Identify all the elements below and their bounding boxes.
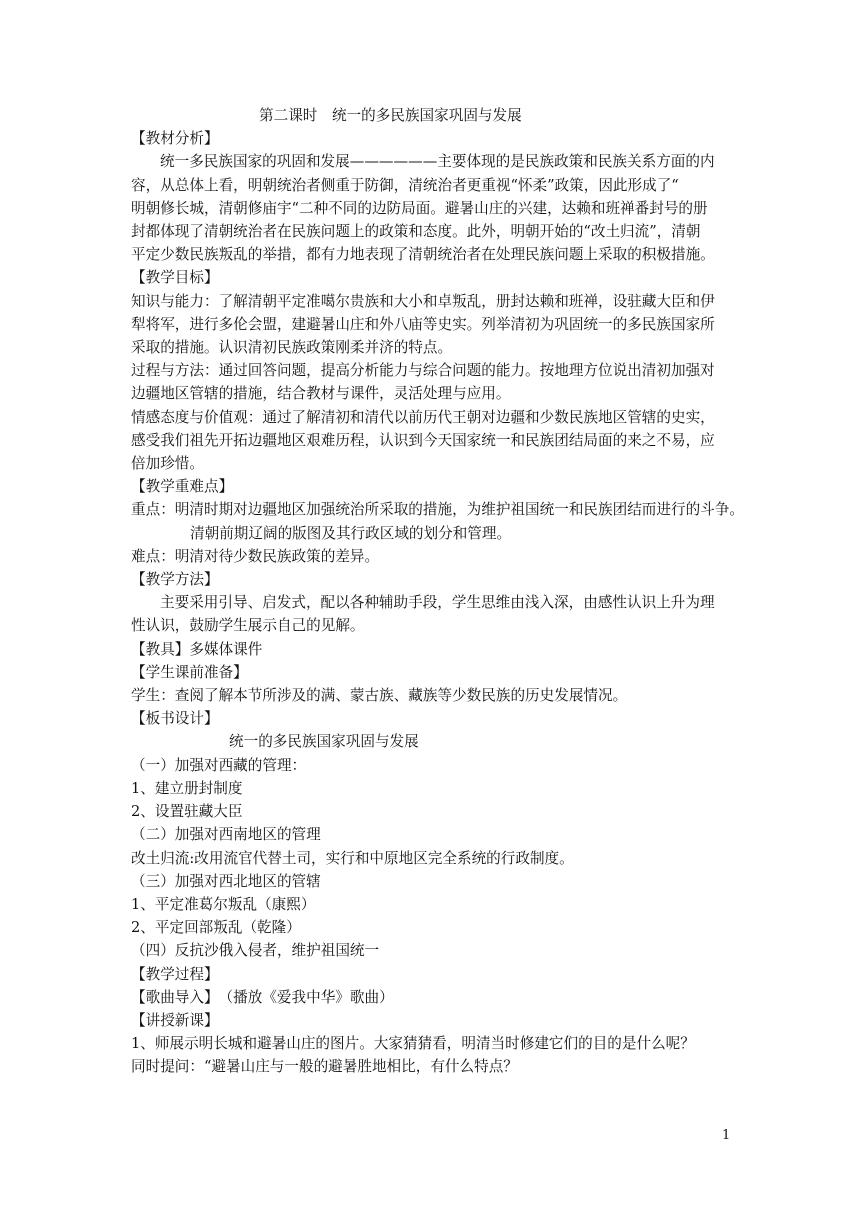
song-intro-line: 【歌曲导入】 （播放《爱我中华》歌曲） — [131, 988, 394, 1006]
board-item: 改土归流:改用流官代替土司，实行和中原地区完全系统的行政制度。 — [131, 849, 574, 867]
goals-text-line: 过程与方法：通过回答问题，提高分析能力与综合问题的能力。按地理方位说出清初加强对 — [131, 362, 715, 380]
tools-line: 【教具】多媒体课件 — [131, 640, 263, 658]
board-item: 2、设置驻藏大臣 — [131, 803, 243, 821]
goals-text-line: 倍加珍惜。 — [131, 455, 204, 473]
new-lesson-heading: 【讲授新课】 — [131, 1011, 219, 1029]
prep-text-line: 学生：查阅了解本节所涉及的满、蒙古族、藏族等少数民族的历史发展情况。 — [131, 687, 628, 705]
board-item: 1、建立册封制度 — [131, 779, 243, 797]
process-heading: 【教学过程】 — [131, 965, 219, 983]
board-item: 1、平定准葛尔叛乱（康熙） — [131, 895, 316, 913]
goals-text-line: 感受我们祖先开拓边疆地区艰难历程，认识到今天国家统一和民族团结局面的来之不易，应 — [131, 431, 715, 449]
goals-text-line: 边疆地区管辖的措施，结合教材与课件，灵活处理与应用。 — [131, 385, 511, 403]
analysis-heading: 【教材分析】 — [131, 130, 219, 148]
new-lesson-line: 1、师展示明长城和避暑山庄的图片。大家猜猜看，明清当时修建它们的目的是什么呢？ — [131, 1035, 695, 1053]
method-heading: 【教学方法】 — [131, 571, 219, 589]
prep-heading: 【学生课前准备】 — [131, 663, 248, 681]
goals-text-line: 知识与能力：了解清朝平定准噶尔贵族和大小和卓叛乱，册封达赖和班禅，设驻藏大臣和伊 — [131, 292, 715, 310]
method-text-line: 主要采用引导、启发式，配以各种辅助手段，学生思维由浅入深，由感性认识上升为理 — [160, 594, 715, 612]
board-item: （四）反抗沙俄入侵者，维护祖国统一 — [131, 942, 380, 960]
goals-text-line: 犁将军，进行多伦会盟，建避暑山庄和外八庙等史实。列举清初为巩固统一的多民族国家所 — [131, 315, 715, 333]
analysis-text-line: 明朝修长城，清朝修庙宇“二种不同的边防局面。避暑山庄的兴建，达赖和班禅番封号的册 — [131, 199, 708, 217]
analysis-text-line: 统一多民族国家的巩固和发展——————主要体现的是民族政策和民族关系方面的内 — [160, 153, 715, 171]
board-item: （三）加强对西北地区的管辖 — [131, 872, 321, 890]
board-title: 统一的多民族国家巩固与发展 — [229, 733, 419, 751]
key-points-line: 清朝前期辽阔的版图及其行政区域的划分和管理。 — [190, 524, 512, 542]
board-heading: 【板书设计】 — [131, 710, 219, 728]
analysis-text-line: 封都体现了清朝统治者在民族问题上的政策和态度。此外，明朝开始的“改土归流”，清朝 — [131, 223, 701, 241]
analysis-text-line: 平定少数民族叛乱的举措，都有力地表现了清朝统治者在处理民族问题上采取的积极措施。 — [131, 246, 715, 264]
analysis-text-line: 容，从总体上看，明朝统治者侧重于防御，清统治者更重视“怀柔”政策，因此形成了“ — [131, 176, 679, 194]
goals-text-line: 情感态度与价值观：通过了解清初和清代以前历代王朝对边疆和少数民族地区管辖的史实， — [131, 408, 715, 426]
board-item: （二）加强对西南地区的管理 — [131, 826, 321, 844]
method-text-line: 性认识，鼓励学生展示自己的见解。 — [131, 617, 365, 635]
document-body — [131, 104, 744, 1079]
difficulty-line: 难点：明清对待少数民族政策的差异。 — [131, 547, 380, 565]
goals-heading: 【教学目标】 — [131, 269, 219, 287]
board-item: （一）加强对西藏的管理： — [131, 756, 307, 774]
key-points-line: 重点：明清时期对边疆地区加强统治所采取的措施，为维护祖国统一和民族团结而进行的斗争。 — [131, 501, 744, 519]
page-number: 1 — [722, 1128, 731, 1143]
page-title: 第二课时 统一的多民族国家巩固与发展 — [259, 107, 522, 124]
board-item: 2、平定回部叛乱（乾隆） — [131, 919, 301, 937]
new-lesson-line: 同时提问：“避暑山庄与一般的避暑胜地相比，有什么特点？ — [131, 1058, 518, 1076]
goals-text-line: 采取的措施。认识清初民族政策刚柔并济的特点。 — [131, 339, 453, 357]
key-points-heading: 【教学重难点】 — [131, 478, 234, 496]
